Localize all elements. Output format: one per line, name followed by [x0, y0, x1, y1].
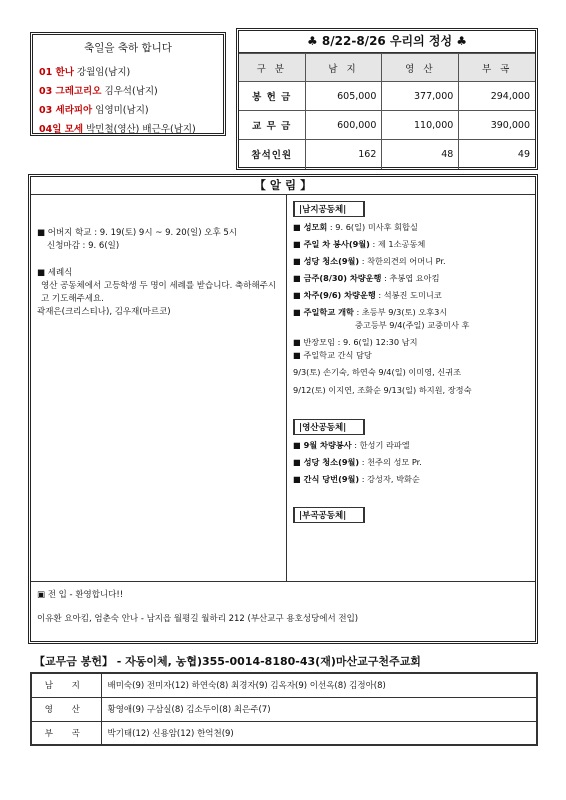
feast-title: 축일을 축하 합니다 — [84, 42, 172, 54]
offering-row: 참석인원 162 48 49 — [239, 140, 535, 169]
snack-item: ■ 주일학교 간식 담당 — [293, 350, 372, 360]
transfer-in-section — [31, 581, 535, 641]
baptism-item: ■ 세례식 영산 공동체에서 고등학생 두 명이 세례를 받습니다. 축하해주시고 기도해주세요. 곽재은(크리스티나), 김우재(마르코) — [37, 268, 277, 317]
feast-row: 04일 모세 박민철(영산) 배근우(남지) — [39, 124, 196, 135]
notice-left-column — [31, 195, 287, 581]
transfer-body: 이유환 요아킴, 엄춘숙 안나 - 남지읍 월평길 월하리 212 (부산교구 용호성당에서 전입) — [37, 614, 359, 624]
notice-item: ■ 9월 차량봉사 : 한성기 라파엘 — [293, 440, 410, 450]
fathers-school-item: ■ 어버지 학교 : 9. 19(토) 9시 ~ 9. 20(일) 오후 5시 신청마감 : 9. 6(일) — [37, 228, 237, 251]
notice-item: ■ 금주(8/30) 차량운행 : 추봉엽 요아킴 — [293, 273, 440, 283]
notice-item: ■ 차주(9/6) 차량운행 : 석봉진 도미니코 — [293, 290, 442, 300]
offering-title: ♣ 8/22-8/26 우리의 정성 ♣ — [239, 31, 535, 53]
tithe-table — [30, 672, 538, 746]
tithe-row: 영 산 황영애(9) 구삼실(8) 김소두이(8) 최은주(7) — [31, 697, 537, 721]
snack-row: 9/12(토) 이지연, 조화순 9/13(일) 하지원, 장정숙 — [293, 385, 472, 395]
snack-row: 9/3(토) 손기숙, 하연숙 9/4(일) 이미영, 신귀조 — [293, 367, 462, 377]
tithe-row: 부 곡 박기태(12) 신용암(12) 한억천(9) — [31, 721, 537, 745]
transfer-title: ▣ 전 입 - 환영합니다!! — [37, 590, 124, 600]
notice-box — [28, 174, 538, 644]
notice-title: 【 알 림 】 — [31, 177, 535, 195]
notice-item: ■ 주일 차 봉사(9월) : 제 1소공동체 — [293, 239, 426, 249]
offering-header: 부 곡 — [459, 54, 535, 82]
offering-header: 영 산 — [382, 54, 459, 82]
offering-header: 남 지 — [305, 54, 382, 82]
feast-row: 03 세라피아 임영미(남지) — [39, 105, 149, 116]
notice-right-column — [287, 195, 535, 581]
notice-item: ■ 성당 청소(9월) : 착한의견의 어머니 Pr. — [293, 256, 446, 266]
feast-row: 01 한나 강월임(남지) — [39, 67, 131, 78]
offering-box — [236, 28, 538, 170]
feast-row: 03 그레고리오 김우석(남지) — [39, 86, 158, 97]
offering-table — [239, 53, 535, 169]
offering-row: 봉 헌 금 605,000 377,000 294,000 — [239, 82, 535, 111]
offering-row: 교 무 금 600,000 110,000 390,000 — [239, 111, 535, 140]
meeting-item: ■ 반장모임 : 9. 6(일) 12:30 남지 — [293, 337, 418, 347]
offering-header: 구 분 — [239, 54, 305, 82]
namji-community-label: |남지공동체| — [293, 201, 365, 217]
bugok-community-label: |부곡공동체| — [293, 507, 365, 523]
feast-day-box — [30, 32, 226, 136]
tithe-title: 【교무금 봉헌】 - 자동이체, 농협)355-0014-8180-43(재)마산교구천주교회 — [34, 655, 421, 668]
notice-item: ■ 성모회 : 9. 6(일) 미사후 회합실 — [293, 222, 418, 232]
tithe-row: 남 지 배미숙(9) 전미자(12) 하연숙(8) 최경자(9) 김옥자(9) 이선옥(8) 김정아(8) — [31, 673, 537, 697]
notice-item: ■ 간식 당번(9월) : 강성자, 박화순 — [293, 474, 420, 484]
yeongsan-community-label: |영산공동체| — [293, 419, 365, 435]
sunday-school-item: ■ 주일학교 개학 : 초등부 9/3(토) 오후3시 중고등부 9/4(주일) 교중미사 후 — [293, 307, 470, 330]
notice-item: ■ 성당 청소(9월) : 천주의 성모 Pr. — [293, 457, 422, 467]
